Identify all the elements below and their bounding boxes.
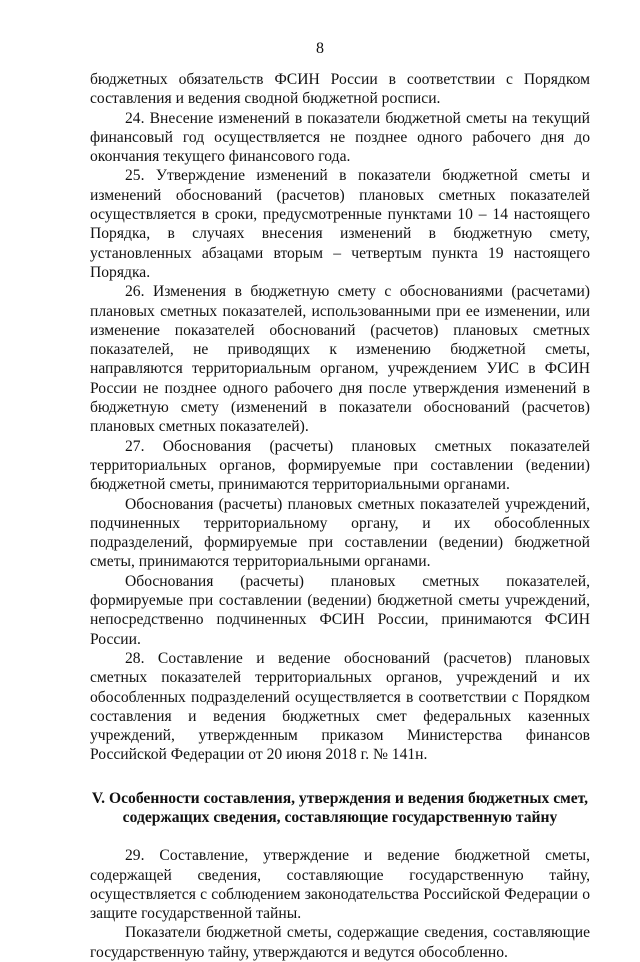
paragraph-item-27: 27. Обоснования (расчеты) плановых сметных показателей территориальных органов, формируемые при составлении (ведении) бюджетной сметы, принимаются территориальными органами. [90, 437, 590, 494]
paragraph-item-28: 28. Составление и ведение обоснований (расчетов) плановых сметных показателей территориальных органов, учреждений и их обособленных подразделений осуществляется в соответствии с Порядком составления и ведения бюджетных смет федеральных казенных учреждений, утвержденным приказом Министерства финансов Российской Федерации от 20 июня 2018 г. № 141н. [90, 649, 590, 764]
section-heading: V. Особенности составления, утверждения и ведения бюджетных смет, содержащих сведения, составляющие государственную тайну [91, 789, 589, 826]
paragraph-item-26: 26. Изменения в бюджетную смету с обоснованиями (расчетами) плановых сметных показателей, использованными при ее изменении, или изменение показателей обоснований (расчетов) плановых сметных показателей, не приводящих к изменению бюджетной сметы, направляются территориальным органом, учреждением УИС в ФСИН России не позднее одного рабочего дня после утверждения изменений в бюджетную смету (изменений в показатели обоснований (расчетов) плановых сметных показателей). [90, 283, 590, 436]
paragraph-continuation: бюджетных обязательств ФСИН России в соответствии с Порядком составления и ведения сводной бюджетной росписи. [90, 71, 590, 108]
page-number: 8 [316, 40, 324, 57]
document-body [90, 70, 590, 962]
paragraph-item-25: 25. Утверждение изменений в показатели бюджетной сметы и изменений обоснований (расчетов) плановых сметных показателей осуществляется в сроки, предусмотренные пунктами 10 – 14 настоящего Порядка, в случаях внесения изменений в бюджетную смету, установленных абзацами вторым – четвертым пункта 19 настоящего Порядка. [90, 167, 590, 281]
paragraph-item-29: 29. Составление, утверждение и ведение бюджетной сметы, содержащей сведения, составляющие государственную тайну, осуществляется с соблюдением законодательства Российской Федерации о защите государственной тайны. [90, 847, 590, 923]
paragraph-item-24: 24. Внесение изменений в показатели бюджетной сметы на текущий финансовый год осуществляется не позднее одного рабочего дня до окончания текущего финансового года. [90, 109, 590, 166]
paragraph-item-29-part-2: Показатели бюджетной сметы, содержащие сведения, составляющие государственную тайну, утверждаются и ведутся обособленно. [90, 924, 590, 961]
paragraph-item-27-part-3: Обоснования (расчеты) плановых сметных показателей, формируемые при составлении (ведении) бюджетной сметы учреждений, непосредственно подчиненных ФСИН России, принимаются ФСИН России. [90, 572, 590, 648]
paragraph-item-27-part-2: Обоснования (расчеты) плановых сметных показателей учреждений, подчиненных территориальному органу, и их обособленных подразделений, формируемые при составлении (ведении) бюджетной сметы, принимаются территориальными органами. [90, 495, 590, 571]
